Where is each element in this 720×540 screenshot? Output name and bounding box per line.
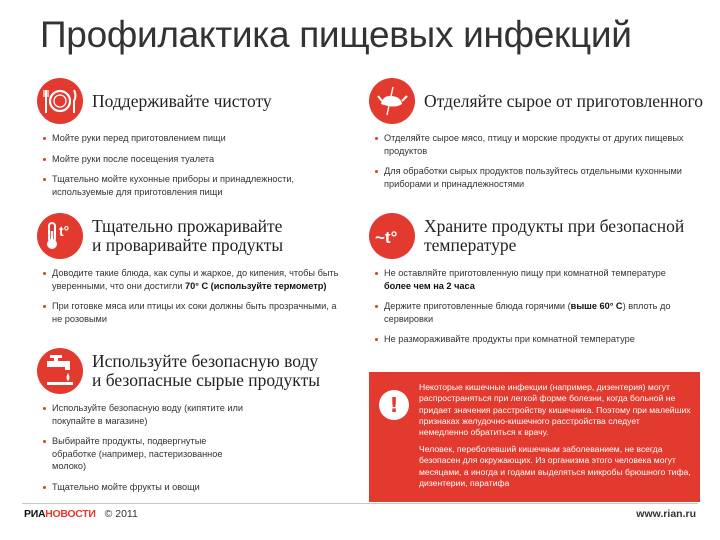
list-item: Используйте безопасную воду (кипятите или покупайте в магазине) xyxy=(43,402,253,427)
list-item: Мойте руки после посещения туалета xyxy=(43,153,303,166)
section-heading: Тщательно прожаривайте и проваривайте продукты xyxy=(92,216,284,255)
list-item: Не размораживайте продукты при комнатной температуре xyxy=(375,333,693,346)
section-heading: Храните продукты при безопасной температуре xyxy=(424,216,685,255)
plate-cutlery-icon xyxy=(37,78,83,124)
warning-paragraph: Некоторые кишечные инфекции (например, дизентерия) могут распространяться при легкой форме болезни, когда больной не придает значения расстройству кишечника. Поэтому при малейших признаках желудочно-кишечного расстройства следует немедленно обратиться к врачу. xyxy=(419,382,691,438)
section-heading: Используйте безопасную воду и безопасные сырые продукты xyxy=(92,351,320,390)
list-item: Тщательно мойте фрукты и овощи xyxy=(43,481,253,494)
thermometer-icon xyxy=(37,213,83,259)
list-item: Отделяйте сырое мясо, птицу и морские продукты от других пищевых продуктов xyxy=(375,132,685,157)
section-cleanliness xyxy=(37,78,337,206)
warning-paragraph: Человек, переболевший кишечным заболеванием, не всегда безопасен для окружающих. Из организма этого человека могут месяцами, а иногда и годами выделяться микробы брюшного тифа, дизентерии, паратифа xyxy=(419,444,691,488)
chicken-fish-icon xyxy=(369,78,415,124)
section-water xyxy=(37,348,347,501)
footer-divider xyxy=(22,503,698,504)
list-item: Выбирайте продукты, подвергнутые обработке (например, пастеризованное молоко) xyxy=(43,435,253,473)
list-item: Тщательно мойте кухонные приборы и принадлежности, используемые для приготовления пищи xyxy=(43,173,303,198)
copyright: © 2011 xyxy=(104,508,138,520)
list-item: Мойте руки перед приготовлением пищи xyxy=(43,132,303,145)
water-tap-icon xyxy=(37,348,83,394)
section-storage xyxy=(369,213,704,354)
svg-text:t°: t° xyxy=(59,223,70,239)
warning-box xyxy=(369,372,700,502)
section-heading: Отделяйте сырое от приготовленного xyxy=(424,90,704,111)
exclamation-icon: ! xyxy=(379,390,409,420)
page-title: Профилактика пищевых инфекций xyxy=(40,14,632,55)
ria-novosti-logo: РИАНОВОСТИ © 2011 xyxy=(24,508,138,520)
list-item: Держите приготовленные блюда горячими (выше 60° С) вплоть до сервировки xyxy=(375,300,693,325)
section-separate xyxy=(369,78,704,198)
section-cooking xyxy=(37,213,347,333)
temperature-icon xyxy=(369,213,415,259)
list-item: При готовке мяса или птицы их соки должны быть прозрачными, а не розовыми xyxy=(43,300,343,325)
svg-text:~t°: ~t° xyxy=(375,228,398,247)
list-item: Не оставляйте приготовленную пищу при комнатной температуре более чем на 2 часа xyxy=(375,267,693,292)
list-item: Доводите такие блюда, как супы и жаркое, до кипения, чтобы быть уверенными, что они достигли 70° С (используйте термометр) xyxy=(43,267,343,292)
list-item: Для обработки сырых продуктов пользуйтесь отдельными кухонными приборами и принадлежностями xyxy=(375,165,685,190)
site-link[interactable]: www.rian.ru xyxy=(636,508,696,520)
section-heading: Поддерживайте чистоту xyxy=(92,90,272,111)
